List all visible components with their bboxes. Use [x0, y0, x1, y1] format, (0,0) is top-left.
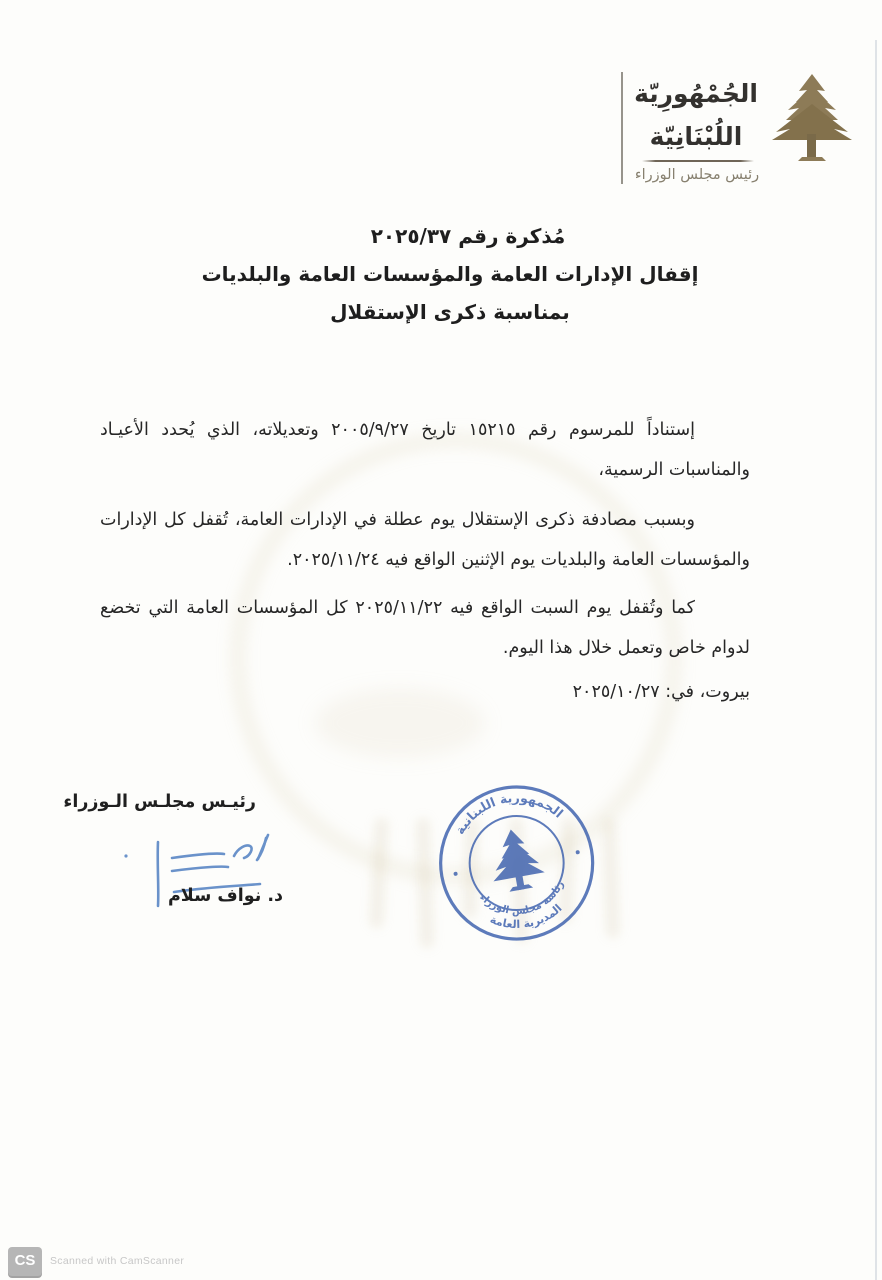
letterhead-office-title: رئيس مجلس الوزراء [634, 167, 760, 183]
scan-edge-line [875, 40, 877, 1280]
camscanner-logo-icon: CS [8, 1247, 42, 1276]
signatory-name: د. نواف سلام [167, 886, 283, 906]
stamp-bottom-text: المديرية العامة [488, 901, 565, 932]
republic-calligraphy-line1: الجُمْهُورِيّة [634, 79, 758, 108]
paragraph-2-line-1: وبسبب مصادفة ذكرى الإستقلال يوم عطلة في الإدارات العامة، تُقفل كل الإدارات [100, 510, 695, 530]
stamp-middle-text: رئاسة مجلس الوزراء [477, 879, 567, 918]
signatory-title: رئيـس مجلـس الـوزراء [63, 792, 256, 812]
paragraph-3-line-1: كما وتُقفل يوم السبت الواقع فيه ٢٠٢٥/١١/٢٢ كل المؤسسات العامة التي تخضع [100, 598, 695, 618]
official-seal-stamp [401, 747, 633, 983]
cedar-tree-icon [762, 70, 862, 169]
paragraph-1-line-2: والمناسبات الرسمية، [598, 460, 750, 480]
letterhead-underline [642, 160, 754, 162]
memo-number: مُذكرة رقم ٢٠٢٥/٣٧ [370, 224, 566, 248]
date-line: بيروت، في: ٢٠٢٥/١٠/٢٧ [572, 682, 750, 702]
letterhead-republic-calligraphy [626, 72, 766, 158]
paragraph-2-line-2: والمؤسسات العامة والبلديات يوم الإثنين الواقع فيه ٢٠٢٥/١١/٢٤. [287, 550, 750, 570]
stamp-top-text: الجمهورية اللبنانية [451, 790, 567, 837]
paragraph-1-line-1: إستناداً للمرسوم رقم ١٥٢١٥ تاريخ ٢٠٠٥/٩/٢٧ وتعديلاته، الذي يُحدد الأعيـاد [100, 420, 695, 440]
memo-occasion: بمناسبة ذكرى الإستقلال [330, 300, 570, 324]
paragraph-3-line-2: لدوام خاص وتعمل خلال هذا اليوم. [502, 638, 750, 658]
camscanner-watermark-text: Scanned with CamScanner [50, 1255, 185, 1267]
republic-calligraphy-line2: اللُبْنَانِيّة [649, 122, 743, 151]
memo-subject: إقفال الإدارات العامة والمؤسسات العامة والبلديات [201, 262, 699, 286]
